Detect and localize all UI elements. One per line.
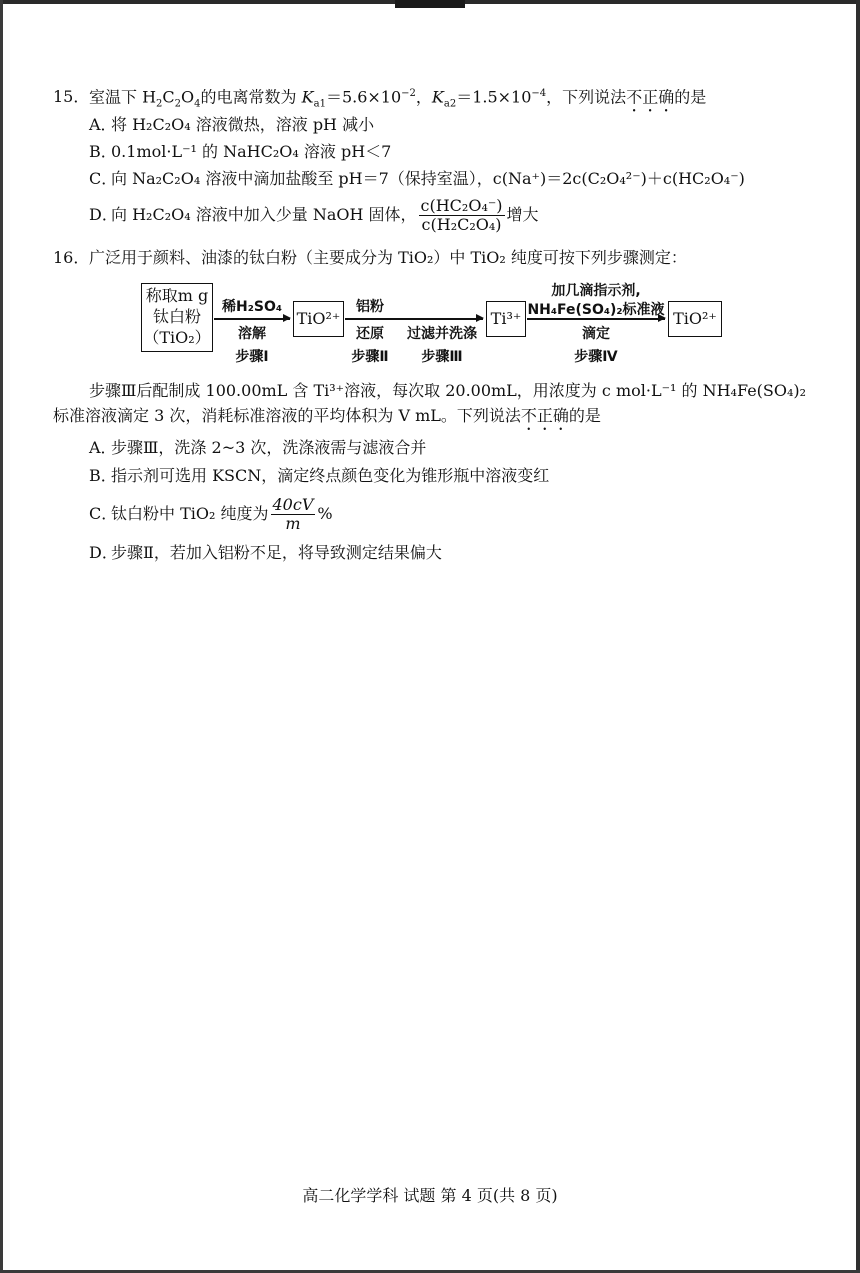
q16-option-c: C．钛白粉中 TiO₂ 纯度为 $\frac{40cV}{m}$ % (89, 495, 333, 533)
q16-para-2: 标准溶液滴定 3 次，消耗标准溶液的平均体积为 V mL。下列说法不正确的是 (53, 406, 601, 425)
q15-option-c: C．向 Na₂C₂O₄ 溶液中滴加盐酸至 pH＝7（保持室温），c(Na⁺)＝2c(C₂O₄²⁻)＋c(HC₂O₄⁻) (89, 169, 745, 188)
q16-emphasis: 不正确 (520, 406, 569, 425)
flow-tio2plus-box: TiO²⁺ (293, 301, 344, 337)
q16-stem: 16．广泛用于颜料、油漆的钛白粉（主要成分为 TiO₂）中 TiO₂ 纯度可按下列步骤测定： (53, 248, 687, 267)
q16-option-d: D．步骤Ⅱ，若加入铝粉不足，将导致测定结果偏大 (89, 543, 442, 562)
q16-option-b: B．指示剂可选用 KSCN，滴定终点颜色变化为锥形瓶中溶液变红 (89, 466, 550, 485)
q16-c-fraction: $\frac{40cV}{m}$ (272, 495, 314, 533)
q15-option-b: B．0.1mol·L⁻¹ 的 NaHC₂O₄ 溶液 pH＜7 (89, 142, 392, 161)
q15-number: 15． (53, 87, 90, 107)
scan-edge-left (0, 0, 3, 1273)
flow-arrow-1 (214, 318, 290, 320)
scan-edge-mark (395, 0, 465, 8)
q16-option-a: A．步骤Ⅲ，洗涤 2~3 次，洗涤液需与滤液合并 (89, 438, 427, 457)
flow-ti3plus-box: Ti³⁺ (486, 301, 526, 337)
q15-stem: 15．室温下 $H_2C_2O_4$的电离常数为 $K_{a1}=5.6\times 10^{-2}$，$K_{a2}=1.5\times 10^{-4}$，下列说法不正确的是 (53, 87, 707, 110)
flow-arrow-2 (345, 318, 483, 320)
q15-d-fraction: $\frac{\text{c(HC₂O₄⁻)}}{\text{c(H₂C₂O₄)}}$ (420, 196, 503, 234)
page-footer: 高二化学学科 试题 第 4 页(共 8 页) (302, 1186, 558, 1205)
q15-emphasis: 不正确 (626, 87, 675, 107)
flow-start-box: 称取m g 钛白粉 （TiO₂） (141, 283, 213, 352)
flow-tio2plus-final-box: TiO²⁺ (668, 301, 722, 337)
scan-edge-right (856, 0, 860, 1273)
q15-option-d: D．向 H₂C₂O₄ 溶液中加入少量 NaOH 固体， $\frac{\text{c(HC₂O₄⁻)}}{\text{c(H₂C₂O₄)}}$ 增大 (89, 196, 539, 234)
q16-para-1: 步骤Ⅲ后配制成 100.00mL 含 Ti³⁺溶液，每次取 20.00mL，用浓度为 c mol·L⁻¹ 的 NH₄Fe(SO₄)₂ (89, 381, 807, 400)
q15-option-a: A．将 H₂C₂O₄ 溶液微热，溶液 pH 减小 (89, 115, 375, 134)
q16-number: 16． (53, 248, 90, 267)
